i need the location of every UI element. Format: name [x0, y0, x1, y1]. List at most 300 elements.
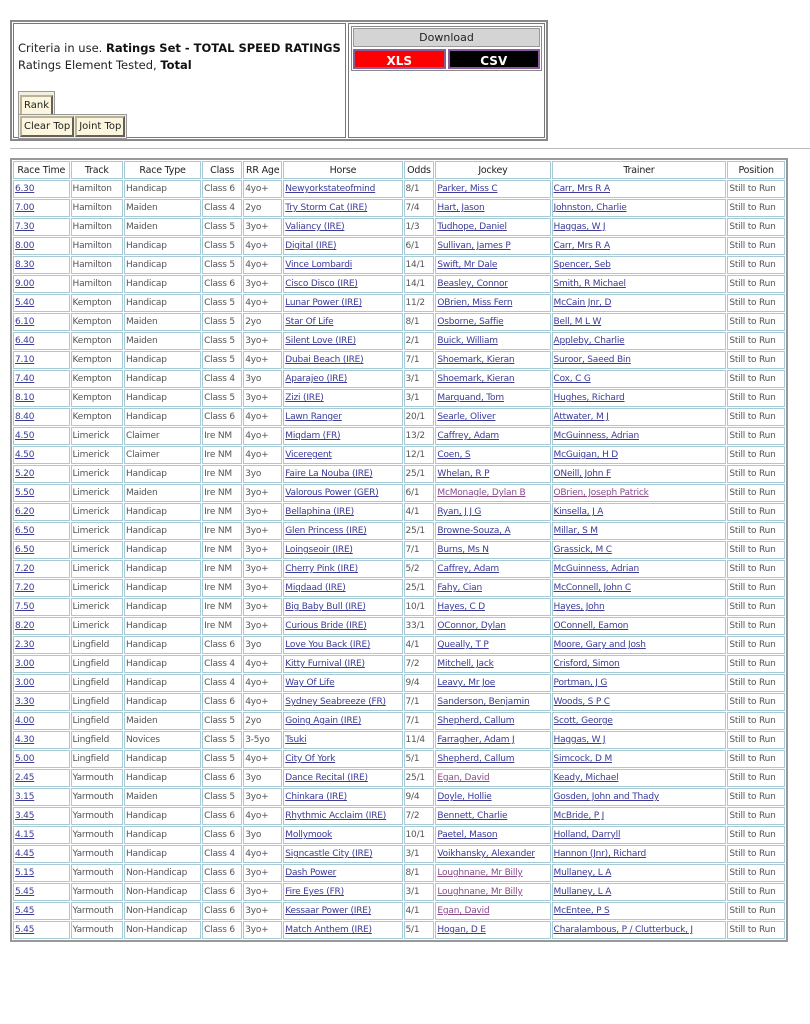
- column-header-track[interactable]: Track: [71, 161, 123, 179]
- jockey-link[interactable]: Hart, Jason: [437, 203, 485, 213]
- jockey-link[interactable]: Bennett, Charlie: [437, 811, 508, 821]
- horse-link[interactable]: Lunar Power (IRE): [285, 298, 362, 308]
- jockey-link[interactable]: Loughnane, Mr Billy: [437, 868, 523, 878]
- column-header-race-type[interactable]: Race Type: [124, 161, 201, 179]
- table-row: [13, 180, 785, 198]
- jockey-cell: [435, 522, 550, 540]
- horse-link[interactable]: Dash Power: [285, 868, 337, 878]
- trainer-cell: [552, 864, 727, 882]
- position-cell: Still to Run: [727, 427, 785, 445]
- age-cell: 3yo+: [243, 921, 282, 939]
- race-type-cell: Handicap: [124, 351, 201, 369]
- column-header-race-time[interactable]: Race Time: [13, 161, 70, 179]
- horse-link[interactable]: Zizi (IRE): [285, 393, 324, 403]
- race-type-cell: Handicap: [124, 294, 201, 312]
- odds-cell: 12/1: [404, 446, 435, 464]
- jockey-link[interactable]: Searle, Oliver: [437, 412, 496, 422]
- trainer-link[interactable]: McGuigan, H D: [553, 450, 619, 460]
- odds-cell: 7/1: [404, 712, 435, 730]
- time-cell: [13, 560, 70, 578]
- jockey-cell: [435, 408, 550, 426]
- jockey-link[interactable]: Egan, David: [437, 906, 490, 916]
- class-cell: Class 5: [202, 351, 242, 369]
- trainer-link[interactable]: Moore, Gary and Josh: [553, 640, 646, 650]
- race-time-link[interactable]: 7.50: [15, 602, 35, 612]
- race-time-link[interactable]: 8.00: [15, 241, 35, 251]
- horse-link[interactable]: Loingseoir (IRE): [285, 545, 353, 555]
- horse-link[interactable]: Tsuki: [285, 735, 307, 745]
- jockey-link[interactable]: Caffrey, Adam: [437, 564, 499, 574]
- table-row: [13, 389, 785, 407]
- time-cell: [13, 655, 70, 673]
- trainer-link[interactable]: Millar, S M: [553, 526, 598, 536]
- trainer-link[interactable]: Scott, George: [553, 716, 613, 726]
- element-value: Total: [160, 58, 192, 72]
- jockey-cell: [435, 275, 550, 293]
- column-header-jockey[interactable]: Jockey: [435, 161, 550, 179]
- age-cell: 3yo+: [243, 484, 282, 502]
- horse-link[interactable]: Kitty Furnival (IRE): [285, 659, 365, 669]
- trainer-link[interactable]: Spencer, Seb: [553, 260, 611, 270]
- class-cell: Class 4: [202, 674, 242, 692]
- column-header-trainer[interactable]: Trainer: [552, 161, 727, 179]
- age-cell: 4yo+: [243, 180, 282, 198]
- race-time-link[interactable]: 7.10: [15, 355, 35, 365]
- age-cell: 3yo+: [243, 503, 282, 521]
- race-time-link[interactable]: 8.20: [15, 621, 35, 631]
- column-header-position[interactable]: Position: [727, 161, 785, 179]
- trainer-link[interactable]: Hayes, John: [553, 602, 605, 612]
- jockey-link[interactable]: Egan, David: [437, 773, 490, 783]
- jockey-link[interactable]: Farragher, Adam J: [437, 735, 515, 745]
- time-cell: [13, 674, 70, 692]
- horse-cell: [283, 579, 402, 597]
- odds-cell: 4/1: [404, 636, 435, 654]
- trainer-link[interactable]: Carr, Mrs R A: [553, 241, 610, 251]
- race-time-link[interactable]: 3.00: [15, 678, 35, 688]
- odds-cell: 10/1: [404, 826, 435, 844]
- track-cell: Lingfield: [71, 674, 123, 692]
- class-cell: Class 6: [202, 769, 242, 787]
- jockey-cell: [435, 674, 550, 692]
- trainer-link[interactable]: OConnell, Eamon: [553, 621, 629, 631]
- odds-cell: 4/1: [404, 902, 435, 920]
- jockey-link[interactable]: Queally, T P: [437, 640, 489, 650]
- jockey-link[interactable]: OBrien, Miss Fern: [437, 298, 513, 308]
- age-cell: 2yo: [243, 712, 282, 730]
- column-header-class[interactable]: Class: [202, 161, 242, 179]
- horse-link[interactable]: Chinkara (IRE): [285, 792, 347, 802]
- horse-link[interactable]: Dance Recital (IRE): [285, 773, 368, 783]
- column-header-horse[interactable]: Horse: [283, 161, 402, 179]
- jockey-link[interactable]: McMonagle, Dylan B: [437, 488, 526, 498]
- race-time-link[interactable]: 8.30: [15, 260, 35, 270]
- track-cell: Yarmouth: [71, 769, 123, 787]
- horse-cell: [283, 902, 402, 920]
- jockey-link[interactable]: Swift, Mr Dale: [437, 260, 498, 270]
- track-cell: Hamilton: [71, 275, 123, 293]
- horse-link[interactable]: Aparajeo (IRE): [285, 374, 348, 384]
- csv-download-button[interactable]: CSV: [448, 49, 541, 69]
- clear-top-button[interactable]: Clear Top: [20, 116, 74, 137]
- age-cell: 4yo+: [243, 655, 282, 673]
- class-cell: Class 6: [202, 636, 242, 654]
- trainer-link[interactable]: Carr, Mrs R A: [553, 184, 610, 194]
- position-cell: Still to Run: [727, 826, 785, 844]
- race-time-link[interactable]: 8.10: [15, 393, 35, 403]
- age-cell: 4yo+: [243, 807, 282, 825]
- race-time-link[interactable]: 7.00: [15, 203, 35, 213]
- trainer-link[interactable]: OBrien, Joseph Patrick: [553, 488, 649, 498]
- jockey-link[interactable]: Browne-Souza, A: [437, 526, 511, 536]
- jockey-link[interactable]: Paetel, Mason: [437, 830, 498, 840]
- horse-cell: [283, 864, 402, 882]
- jockey-cell: [435, 332, 550, 350]
- time-cell: [13, 617, 70, 635]
- jockey-link[interactable]: Shepherd, Callum: [437, 754, 515, 764]
- position-cell: Still to Run: [727, 655, 785, 673]
- jockey-cell: [435, 617, 550, 635]
- position-cell: Still to Run: [727, 180, 785, 198]
- race-time-link[interactable]: 7.20: [15, 583, 35, 593]
- trainer-cell: [552, 522, 727, 540]
- time-cell: [13, 199, 70, 217]
- age-cell: 3yo+: [243, 788, 282, 806]
- track-cell: Kempton: [71, 370, 123, 388]
- jockey-link[interactable]: Ryan, J J G: [437, 507, 482, 517]
- jockey-cell: [435, 351, 550, 369]
- race-time-link[interactable]: 3.45: [15, 811, 35, 821]
- horse-link[interactable]: Mollymook: [285, 830, 333, 840]
- race-time-link[interactable]: 4.30: [15, 735, 35, 745]
- race-time-link[interactable]: 3.00: [15, 659, 35, 669]
- joint-top-button[interactable]: Joint Top: [75, 116, 125, 137]
- trainer-link[interactable]: Mullaney, L A: [553, 868, 612, 878]
- horse-link[interactable]: Miqdam (FR): [285, 431, 341, 441]
- track-cell: Limerick: [71, 617, 123, 635]
- class-cell: Class 5: [202, 237, 242, 255]
- class-cell: Class 6: [202, 921, 242, 939]
- race-time-link[interactable]: 4.15: [15, 830, 35, 840]
- odds-cell: 9/4: [404, 674, 435, 692]
- horse-link[interactable]: Silent Love (IRE): [285, 336, 356, 346]
- track-cell: Yarmouth: [71, 826, 123, 844]
- table-header-row: [13, 161, 785, 179]
- jockey-link[interactable]: OConnor, Dylan: [437, 621, 506, 631]
- race-time-link[interactable]: 6.50: [15, 545, 35, 555]
- trainer-link[interactable]: McCain Jnr, D: [553, 298, 612, 308]
- class-cell: Class 5: [202, 256, 242, 274]
- track-cell: Limerick: [71, 484, 123, 502]
- age-cell: 3yo+: [243, 617, 282, 635]
- trainer-cell: [552, 427, 727, 445]
- odds-cell: 14/1: [404, 256, 435, 274]
- race-time-link[interactable]: 4.45: [15, 849, 35, 859]
- horse-link[interactable]: Lawn Ranger: [285, 412, 342, 422]
- trainer-cell: [552, 769, 727, 787]
- table-row: [13, 712, 785, 730]
- age-cell: 2yo: [243, 199, 282, 217]
- jockey-link[interactable]: Voikhansky, Alexander: [437, 849, 535, 859]
- time-cell: [13, 484, 70, 502]
- trainer-link[interactable]: Crisford, Simon: [553, 659, 620, 669]
- trainer-link[interactable]: Smith, R Michael: [553, 279, 626, 289]
- trainer-link[interactable]: Appleby, Charlie: [553, 336, 625, 346]
- trainer-link[interactable]: Johnston, Charlie: [553, 203, 627, 213]
- horse-link[interactable]: Star Of Life: [285, 317, 334, 327]
- jockey-link[interactable]: Buick, William: [437, 336, 498, 346]
- table-row: [13, 788, 785, 806]
- time-cell: [13, 693, 70, 711]
- age-cell: 3yo+: [243, 541, 282, 559]
- class-cell: Class 4: [202, 370, 242, 388]
- age-cell: 4yo+: [243, 256, 282, 274]
- jockey-link[interactable]: Mitchell, Jack: [437, 659, 494, 669]
- trainer-cell: [552, 712, 727, 730]
- time-cell: [13, 579, 70, 597]
- race-time-link[interactable]: 9.00: [15, 279, 35, 289]
- race-time-link[interactable]: 5.50: [15, 488, 35, 498]
- odds-cell: 8/1: [404, 313, 435, 331]
- trainer-link[interactable]: McBride, P J: [553, 811, 605, 821]
- horse-link[interactable]: Glen Princess (IRE): [285, 526, 367, 536]
- horse-link[interactable]: Viceregent: [285, 450, 332, 460]
- table-row: [13, 655, 785, 673]
- track-cell: Limerick: [71, 427, 123, 445]
- race-type-cell: Handicap: [124, 180, 201, 198]
- horse-cell: [283, 750, 402, 768]
- horse-link[interactable]: Vince Lombardi: [285, 260, 353, 270]
- race-time-link[interactable]: 4.00: [15, 716, 35, 726]
- download-box: [351, 26, 542, 71]
- jockey-link[interactable]: Doyle, Hollie: [437, 792, 492, 802]
- race-type-cell: Handicap: [124, 408, 201, 426]
- jockey-cell: [435, 712, 550, 730]
- table-row: [13, 598, 785, 616]
- trainer-link[interactable]: McGuinness, Adrian: [553, 431, 639, 441]
- race-type-cell: Handicap: [124, 636, 201, 654]
- jockey-link[interactable]: Shoemark, Kieran: [437, 355, 515, 365]
- class-cell: Ire NM: [202, 541, 242, 559]
- table-row: [13, 237, 785, 255]
- trainer-link[interactable]: Mullaney, L A: [553, 887, 612, 897]
- jockey-link[interactable]: Osborne, Saffie: [437, 317, 504, 327]
- horse-link[interactable]: Miqdaad (IRE): [285, 583, 346, 593]
- time-cell: [13, 332, 70, 350]
- trainer-cell: [552, 883, 727, 901]
- trainer-link[interactable]: McGuinness, Adrian: [553, 564, 639, 574]
- race-time-link[interactable]: 6.50: [15, 526, 35, 536]
- race-time-link[interactable]: 4.50: [15, 450, 35, 460]
- trainer-cell: [552, 693, 727, 711]
- trainer-link[interactable]: Bell, M L W: [553, 317, 602, 327]
- trainer-link[interactable]: Haggas, W J: [553, 735, 606, 745]
- jockey-link[interactable]: Caffrey, Adam: [437, 431, 499, 441]
- race-time-link[interactable]: 3.15: [15, 792, 35, 802]
- time-cell: [13, 769, 70, 787]
- race-time-link[interactable]: 2.30: [15, 640, 35, 650]
- xls-download-button[interactable]: XLS: [353, 49, 446, 69]
- trainer-link[interactable]: Cox, C G: [553, 374, 591, 384]
- trainer-cell: [552, 446, 727, 464]
- class-cell: Class 5: [202, 750, 242, 768]
- jockey-cell: [435, 237, 550, 255]
- trainer-link[interactable]: Hughes, Richard: [553, 393, 625, 403]
- jockey-link[interactable]: Tudhope, Daniel: [437, 222, 507, 232]
- race-type-cell: Handicap: [124, 655, 201, 673]
- track-cell: Hamilton: [71, 256, 123, 274]
- race-time-link[interactable]: 7.40: [15, 374, 35, 384]
- horse-link[interactable]: Big Baby Bull (IRE): [285, 602, 366, 612]
- column-header-rr-age[interactable]: RR Age: [243, 161, 282, 179]
- race-time-link[interactable]: 5.45: [15, 887, 35, 897]
- trainer-cell: [552, 465, 727, 483]
- race-time-link[interactable]: 2.45: [15, 773, 35, 783]
- jockey-link[interactable]: Coen, S: [437, 450, 471, 460]
- horse-link[interactable]: Newyorkstateofmind: [285, 184, 376, 194]
- age-cell: 4yo+: [243, 446, 282, 464]
- horse-link[interactable]: Love You Back (IRE): [285, 640, 371, 650]
- jockey-link[interactable]: Burns, Ms N: [437, 545, 489, 555]
- race-time-link[interactable]: 7.30: [15, 222, 35, 232]
- race-time-link[interactable]: 5.45: [15, 906, 35, 916]
- trainer-link[interactable]: Keady, Michael: [553, 773, 619, 783]
- column-header-odds[interactable]: Odds: [404, 161, 435, 179]
- jockey-link[interactable]: Sanderson, Benjamin: [437, 697, 530, 707]
- race-time-link[interactable]: 4.50: [15, 431, 35, 441]
- track-cell: Yarmouth: [71, 807, 123, 825]
- horse-link[interactable]: Cherry Pink (IRE): [285, 564, 358, 574]
- trainer-cell: [552, 275, 727, 293]
- table-body: [13, 180, 785, 939]
- horse-link[interactable]: Kessaar Power (IRE): [285, 906, 372, 916]
- trainer-link[interactable]: Holland, Darryll: [553, 830, 621, 840]
- trainer-link[interactable]: Haggas, W J: [553, 222, 606, 232]
- trainer-link[interactable]: Hannon (Jnr), Richard: [553, 849, 647, 859]
- jockey-cell: [435, 921, 550, 939]
- time-cell: [13, 712, 70, 730]
- horse-link[interactable]: Faire La Nouba (IRE): [285, 469, 373, 479]
- jockey-link[interactable]: Fahy, Cian: [437, 583, 482, 593]
- trainer-link[interactable]: Suroor, Saeed Bin: [553, 355, 631, 365]
- horse-link[interactable]: Sydney Seabreeze (FR): [285, 697, 386, 707]
- track-cell: Hamilton: [71, 237, 123, 255]
- age-cell: 4yo+: [243, 351, 282, 369]
- trainer-link[interactable]: Portman, J G: [553, 678, 608, 688]
- trainer-link[interactable]: Attwater, M J: [553, 412, 609, 422]
- horse-link[interactable]: Going Again (IRE): [285, 716, 362, 726]
- jockey-cell: [435, 294, 550, 312]
- horse-link[interactable]: Match Anthem (IRE): [285, 925, 372, 935]
- horse-link[interactable]: Try Storm Cat (IRE): [285, 203, 368, 213]
- jockey-link[interactable]: Whelan, R P: [437, 469, 490, 479]
- class-cell: Ire NM: [202, 617, 242, 635]
- horse-link[interactable]: Fire Eyes (FR): [285, 887, 344, 897]
- trainer-link[interactable]: Kinsella, J A: [553, 507, 604, 517]
- track-cell: Limerick: [71, 579, 123, 597]
- criteria-section: [13, 23, 346, 138]
- horse-link[interactable]: Digital (IRE): [285, 241, 337, 251]
- horse-link[interactable]: Way Of Life: [285, 678, 335, 688]
- race-time-link[interactable]: 6.30: [15, 184, 35, 194]
- trainer-link[interactable]: McConnell, John C: [553, 583, 632, 593]
- horse-link[interactable]: Valorous Power (GER): [285, 488, 379, 498]
- horse-link[interactable]: Signcastle City (IRE): [285, 849, 373, 859]
- trainer-link[interactable]: ONeill, John F: [553, 469, 611, 479]
- race-time-link[interactable]: 3.30: [15, 697, 35, 707]
- trainer-link[interactable]: Gosden, John and Thady: [553, 792, 659, 802]
- race-time-link[interactable]: 7.20: [15, 564, 35, 574]
- horse-link[interactable]: Bellaphina (IRE): [285, 507, 354, 517]
- race-time-link[interactable]: 5.00: [15, 754, 35, 764]
- table-row: [13, 370, 785, 388]
- jockey-link[interactable]: Parker, Miss C: [437, 184, 498, 194]
- race-type-cell: Claimer: [124, 446, 201, 464]
- position-cell: Still to Run: [727, 598, 785, 616]
- rank-button[interactable]: Rank: [20, 95, 53, 116]
- trainer-link[interactable]: Charalambous, P / Clutterbuck, J: [553, 925, 693, 935]
- race-time-link[interactable]: 6.10: [15, 317, 35, 327]
- track-cell: Yarmouth: [71, 845, 123, 863]
- jockey-link[interactable]: Loughnane, Mr Billy: [437, 887, 523, 897]
- race-time-link[interactable]: 6.20: [15, 507, 35, 517]
- race-time-link[interactable]: 5.15: [15, 868, 35, 878]
- age-cell: 3yo: [243, 370, 282, 388]
- top-buttons-group: [18, 114, 127, 139]
- race-time-link[interactable]: 5.40: [15, 298, 35, 308]
- jockey-link[interactable]: Hogan, D E: [437, 925, 486, 935]
- age-cell: 3yo+: [243, 389, 282, 407]
- trainer-link[interactable]: Simcock, D M: [553, 754, 613, 764]
- jockey-link[interactable]: Shoemark, Kieran: [437, 374, 515, 384]
- race-type-cell: Handicap: [124, 541, 201, 559]
- trainer-link[interactable]: Grassick, M C: [553, 545, 612, 555]
- horse-link[interactable]: Curious Bride (IRE): [285, 621, 367, 631]
- time-cell: [13, 313, 70, 331]
- trainer-link[interactable]: McEntee, P S: [553, 906, 610, 916]
- class-cell: Class 4: [202, 199, 242, 217]
- time-cell: [13, 256, 70, 274]
- horse-link[interactable]: Cisco Disco (IRE): [285, 279, 358, 289]
- race-time-link[interactable]: 8.40: [15, 412, 35, 422]
- age-cell: 4yo+: [243, 237, 282, 255]
- horse-link[interactable]: Dubai Beach (IRE): [285, 355, 364, 365]
- trainer-cell: [552, 389, 727, 407]
- odds-cell: 25/1: [404, 465, 435, 483]
- table-row: [13, 218, 785, 236]
- horse-link[interactable]: City Of York: [285, 754, 336, 764]
- jockey-link[interactable]: Beasley, Connor: [437, 279, 508, 289]
- horse-cell: [283, 313, 402, 331]
- trainer-link[interactable]: Woods, S P C: [553, 697, 610, 707]
- horse-link[interactable]: Rhythmic Acclaim (IRE): [285, 811, 387, 821]
- jockey-link[interactable]: Shepherd, Callum: [437, 716, 515, 726]
- class-cell: Ire NM: [202, 465, 242, 483]
- race-time-link[interactable]: 5.45: [15, 925, 35, 935]
- horse-link[interactable]: Valiancy (IRE): [285, 222, 345, 232]
- race-time-link[interactable]: 6.40: [15, 336, 35, 346]
- jockey-link[interactable]: Sullivan, James P: [437, 241, 511, 251]
- jockey-link[interactable]: Leavy, Mr Joe: [437, 678, 496, 688]
- jockey-link[interactable]: Marquand, Tom: [437, 393, 504, 403]
- jockey-link[interactable]: Hayes, C D: [437, 602, 486, 612]
- age-cell: 3yo: [243, 636, 282, 654]
- race-type-cell: Handicap: [124, 693, 201, 711]
- age-cell: 3yo: [243, 465, 282, 483]
- race-type-cell: Maiden: [124, 712, 201, 730]
- time-cell: [13, 731, 70, 749]
- race-time-link[interactable]: 5.20: [15, 469, 35, 479]
